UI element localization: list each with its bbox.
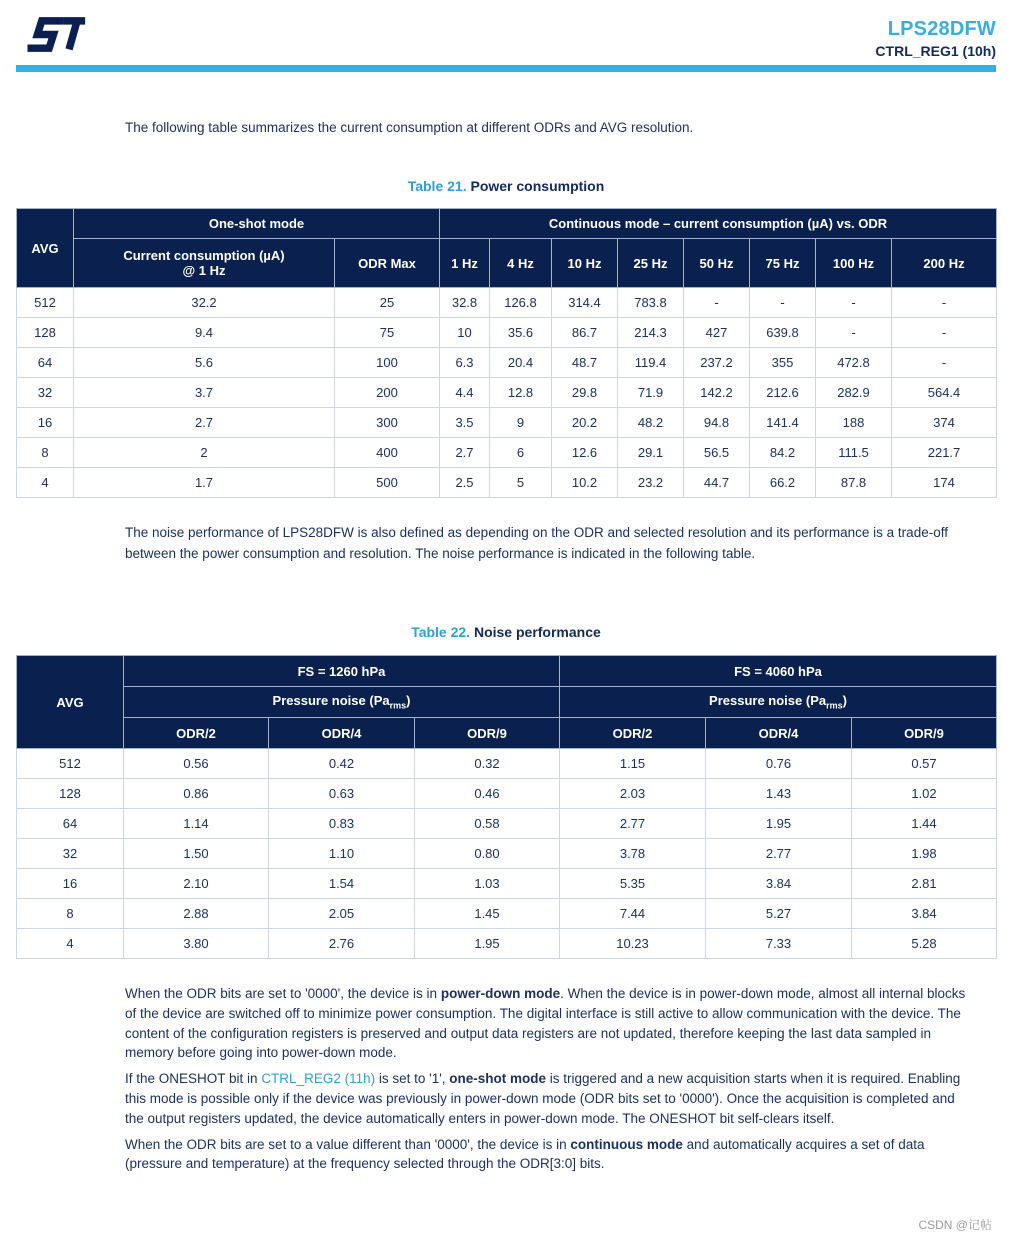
table21-caption-title: Power consumption (470, 178, 605, 194)
noise-sub-rms: rms (389, 700, 407, 711)
avg-cell: 8 (17, 438, 74, 468)
value-cell: 142.2 (684, 378, 750, 408)
value-cell: 12.8 (490, 378, 552, 408)
value-cell: - (750, 288, 816, 318)
value-cell: 32.8 (440, 288, 490, 318)
col-header-freq: 100 Hz (816, 239, 892, 288)
value-cell: 2.10 (124, 869, 269, 899)
t21-subheader-row (17, 239, 997, 288)
header-rule (16, 65, 996, 72)
value-cell: 355 (750, 348, 816, 378)
document-titles (875, 18, 996, 59)
avg-cell: 8 (17, 899, 124, 929)
t22-noise-header-row (17, 687, 997, 718)
value-cell: 1.45 (415, 899, 560, 929)
col-header-freq: 200 Hz (892, 239, 997, 288)
value-cell: 0.86 (124, 779, 269, 809)
value-cell: 75 (335, 318, 440, 348)
value-cell: 126.8 (490, 288, 552, 318)
value-cell: 314.4 (552, 288, 618, 318)
avg-cell: 4 (17, 468, 74, 498)
value-cell: 472.8 (816, 348, 892, 378)
avg-cell: 64 (17, 809, 124, 839)
value-cell: 427 (684, 318, 750, 348)
value-cell: 1.7 (74, 468, 335, 498)
value-cell: 200 (335, 378, 440, 408)
intro-text: The following table summarizes the current consumption at different ODRs and AVG resolution. (125, 120, 694, 135)
table22-caption-number: Table 22. (411, 624, 471, 640)
col-header-odr: ODR/9 (852, 718, 997, 749)
group-header-pressure-noise-1 (124, 687, 560, 718)
value-cell: 564.4 (892, 378, 997, 408)
value-cell: 400 (335, 438, 440, 468)
col-header-avg: AVG (17, 656, 124, 749)
avg-cell: 4 (17, 929, 124, 959)
value-cell: 29.8 (552, 378, 618, 408)
noise-sub-rms: rms (826, 700, 843, 711)
avg-cell: 64 (17, 348, 74, 378)
value-cell: 29.1 (618, 438, 684, 468)
col-header-odr: ODR/4 (706, 718, 852, 749)
value-cell: 214.3 (618, 318, 684, 348)
value-cell: 84.2 (750, 438, 816, 468)
value-cell: 1.98 (852, 839, 997, 869)
avg-cell: 32 (17, 839, 124, 869)
value-cell: 71.9 (618, 378, 684, 408)
t21-group-header-row (17, 209, 997, 239)
value-cell: 2.77 (706, 839, 852, 869)
value-cell: 2.88 (124, 899, 269, 929)
col-header-current-consumption (74, 239, 335, 288)
cc-header-line2: @ 1 Hz (182, 263, 226, 278)
value-cell: 141.4 (750, 408, 816, 438)
value-cell: 3.5 (440, 408, 490, 438)
value-cell: 188 (816, 408, 892, 438)
cc-header-line1: Current consumption (µA) (123, 248, 285, 263)
table22-caption (16, 624, 996, 640)
col-header-freq: 25 Hz (618, 239, 684, 288)
table-row (17, 779, 997, 809)
value-cell: 6.3 (440, 348, 490, 378)
group-header-fs-1260: FS = 1260 hPa (124, 656, 560, 687)
power-consumption-table (16, 208, 997, 498)
value-cell: 0.80 (415, 839, 560, 869)
value-cell: 35.6 (490, 318, 552, 348)
col-header-freq: 10 Hz (552, 239, 618, 288)
value-cell: - (816, 318, 892, 348)
value-cell: 0.42 (269, 749, 415, 779)
col-header-freq: 1 Hz (440, 239, 490, 288)
paragraph-segment: If the ONESHOT bit in (125, 1071, 262, 1087)
watermark-text: CSDN @记帖 (918, 1218, 992, 1232)
value-cell: 212.6 (750, 378, 816, 408)
paragraph-segment: When the ODR bits are set to a value different than '0000', the device is in (125, 1136, 571, 1152)
value-cell: 282.9 (816, 378, 892, 408)
avg-cell: 512 (17, 749, 124, 779)
value-cell: 0.76 (706, 749, 852, 779)
power-table-body (17, 288, 997, 498)
table-row (17, 288, 997, 318)
col-header-odr: ODR/9 (415, 718, 560, 749)
col-header-odr: ODR/2 (124, 718, 269, 749)
col-header-odr: ODR/4 (269, 718, 415, 749)
value-cell: - (892, 318, 997, 348)
value-cell: 2.81 (852, 869, 997, 899)
noise-label-close: ) (406, 693, 411, 709)
body-paragraphs (125, 984, 968, 1180)
table-row (17, 839, 997, 869)
value-cell: 0.56 (124, 749, 269, 779)
t22-fs-header-row (17, 656, 997, 687)
value-cell: 5 (490, 468, 552, 498)
avg-cell: 128 (17, 318, 74, 348)
st-logo-icon (25, 14, 87, 60)
paragraph-segment: one-shot mode (449, 1071, 547, 1087)
body-paragraph (125, 1069, 968, 1128)
paragraph-segment: power-down mode (440, 986, 561, 1001)
avg-cell: 128 (17, 779, 124, 809)
value-cell: 500 (335, 468, 440, 498)
value-cell: 1.02 (852, 779, 997, 809)
col-header-freq: 50 Hz (684, 239, 750, 288)
value-cell: 10.23 (560, 929, 706, 959)
value-cell: 7.44 (560, 899, 706, 929)
value-cell: 639.8 (750, 318, 816, 348)
product-name: LPS28DFW (887, 18, 996, 40)
value-cell: 0.46 (415, 779, 560, 809)
ctrl-reg2-link[interactable]: CTRL_REG2 (11h) (261, 1071, 376, 1087)
value-cell: 5.27 (706, 899, 852, 929)
value-cell: 94.8 (684, 408, 750, 438)
value-cell: 1.50 (124, 839, 269, 869)
group-header-continuous-mode: Continuous mode – current consumption (µA) vs. ODR (440, 209, 997, 239)
paragraph-segment: . When the device is in power-down mode, almost all internal blocks of the device are switched off to minimize power consumption. The digital interface is still active to allow communication with the device. The content of the configuration registers is preserved and output data registers are not updated, therefore keeping the last data sampled in memory before going into power-down mode. (125, 986, 966, 1061)
value-cell: 237.2 (684, 348, 750, 378)
value-cell: 2.05 (269, 899, 415, 929)
value-cell: 221.7 (892, 438, 997, 468)
value-cell: 1.15 (560, 749, 706, 779)
value-cell: 4.4 (440, 378, 490, 408)
noise-label-close: ) (842, 693, 847, 709)
col-header-freq: 75 Hz (750, 239, 816, 288)
value-cell: 56.5 (684, 438, 750, 468)
value-cell: 10.2 (552, 468, 618, 498)
register-title: CTRL_REG1 (10h) (875, 43, 996, 59)
table-row (17, 869, 997, 899)
value-cell: 1.10 (269, 839, 415, 869)
group-header-pressure-noise-2 (560, 687, 997, 718)
col-header-odr-max: ODR Max (335, 239, 440, 288)
value-cell: 23.2 (618, 468, 684, 498)
value-cell: 20.4 (490, 348, 552, 378)
value-cell: 100 (335, 348, 440, 378)
value-cell: 2.7 (440, 438, 490, 468)
table-row (17, 378, 997, 408)
value-cell: 2.76 (269, 929, 415, 959)
table-row (17, 318, 997, 348)
value-cell: 1.14 (124, 809, 269, 839)
value-cell: 32.2 (74, 288, 335, 318)
value-cell: 3.7 (74, 378, 335, 408)
value-cell: 300 (335, 408, 440, 438)
value-cell: 9 (490, 408, 552, 438)
value-cell: 5.35 (560, 869, 706, 899)
paragraph-segment: and automatically acquires a set of data (pressure and temperature) at the frequency selected through the ODR[3:0] bits. (125, 1136, 925, 1172)
value-cell: 12.6 (552, 438, 618, 468)
paragraph-segment: continuous mode (570, 1136, 683, 1152)
table21-caption-number: Table 21. (407, 178, 467, 194)
value-cell: 48.2 (618, 408, 684, 438)
value-cell: - (684, 288, 750, 318)
table-row (17, 348, 997, 378)
value-cell: - (892, 348, 997, 378)
paragraph-segment: is set to '1', (375, 1071, 450, 1087)
value-cell: 1.03 (415, 869, 560, 899)
table-row (17, 809, 997, 839)
value-cell: 1.54 (269, 869, 415, 899)
value-cell: - (816, 288, 892, 318)
value-cell: 44.7 (684, 468, 750, 498)
value-cell: 87.8 (816, 468, 892, 498)
value-cell: - (892, 288, 997, 318)
value-cell: 3.80 (124, 929, 269, 959)
value-cell: 20.2 (552, 408, 618, 438)
table-row (17, 468, 997, 498)
value-cell: 1.95 (415, 929, 560, 959)
col-header-avg: AVG (17, 209, 74, 288)
value-cell: 9.4 (74, 318, 335, 348)
value-cell: 66.2 (750, 468, 816, 498)
noise-performance-table (16, 655, 997, 959)
value-cell: 5.28 (852, 929, 997, 959)
body-paragraph (125, 1135, 968, 1175)
value-cell: 2.03 (560, 779, 706, 809)
group-header-oneshot-mode: One-shot mode (74, 209, 440, 239)
value-cell: 6 (490, 438, 552, 468)
value-cell: 3.78 (560, 839, 706, 869)
value-cell: 0.32 (415, 749, 560, 779)
paragraph-segment: is triggered and a new acquisition starts when it is required. Enabling this mode is possible only if the device was previously in power-down mode (ODR bits set to '0000'). Once the acquisition is completed and the output registers updated, the device automatically enters in power-down mode. The ONESHOT bit self-clears itself. (125, 1071, 961, 1126)
value-cell: 3.84 (706, 869, 852, 899)
avg-cell: 16 (17, 869, 124, 899)
value-cell: 119.4 (618, 348, 684, 378)
table-row (17, 899, 997, 929)
avg-cell: 512 (17, 288, 74, 318)
value-cell: 0.63 (269, 779, 415, 809)
noise-label-text: Pressure noise (Pa (709, 693, 827, 709)
value-cell: 25 (335, 288, 440, 318)
value-cell: 2.5 (440, 468, 490, 498)
noise-table-body (17, 749, 997, 959)
value-cell: 2.77 (560, 809, 706, 839)
paragraph-segment: When the ODR bits are set to '0000', the device is in (125, 986, 441, 1001)
value-cell: 0.57 (852, 749, 997, 779)
value-cell: 1.44 (852, 809, 997, 839)
value-cell: 3.84 (852, 899, 997, 929)
body-paragraph (125, 984, 968, 1063)
table-row (17, 929, 997, 959)
value-cell: 2.7 (74, 408, 335, 438)
table-row (17, 408, 997, 438)
value-cell: 0.83 (269, 809, 415, 839)
t22-odr-header-row (17, 718, 997, 749)
table22-caption-title: Noise performance (473, 624, 601, 640)
table-row (17, 749, 997, 779)
noise-intro-text: The noise performance of LPS28DFW is also defined as depending on the ODR and selected resolution and its performance is a trade-off between the power consumption and resolution. The noise performance is indicated in the following table. (125, 525, 948, 561)
value-cell: 1.43 (706, 779, 852, 809)
value-cell: 7.33 (706, 929, 852, 959)
table-row (17, 438, 997, 468)
value-cell: 86.7 (552, 318, 618, 348)
value-cell: 111.5 (816, 438, 892, 468)
value-cell: 10 (440, 318, 490, 348)
col-header-freq: 4 Hz (490, 239, 552, 288)
value-cell: 783.8 (618, 288, 684, 318)
table21-caption (16, 178, 996, 194)
value-cell: 5.6 (74, 348, 335, 378)
value-cell: 48.7 (552, 348, 618, 378)
avg-cell: 32 (17, 378, 74, 408)
value-cell: 1.95 (706, 809, 852, 839)
value-cell: 2 (74, 438, 335, 468)
value-cell: 374 (892, 408, 997, 438)
group-header-fs-4060: FS = 4060 hPa (560, 656, 997, 687)
value-cell: 0.58 (415, 809, 560, 839)
avg-cell: 16 (17, 408, 74, 438)
noise-label-text: Pressure noise (Pa (272, 693, 390, 709)
value-cell: 174 (892, 468, 997, 498)
col-header-odr: ODR/2 (560, 718, 706, 749)
